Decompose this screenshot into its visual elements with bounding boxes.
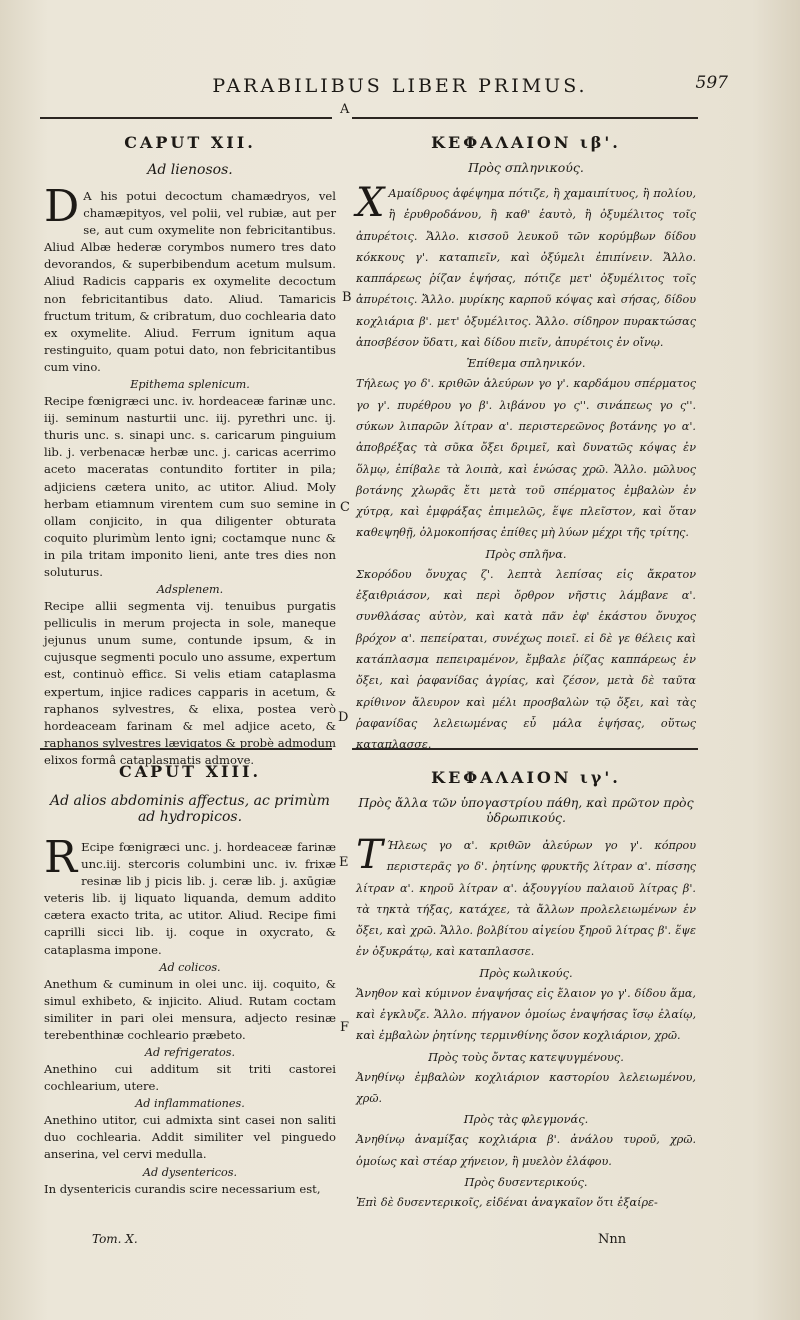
- section-heading: Πρὸς σπλῆνα.: [485, 546, 567, 561]
- section-heading: Ἐπίθεμα σπληνικόν.: [466, 356, 586, 371]
- paragraph: Ἀνηθίνῳ ἐμβαλὼν κοχλιάριον καστορίου λελειωμένου, χρῶ.: [356, 1070, 696, 1105]
- paragraph: Σκορόδου ὄνυχας ζ'. λεπτὰ λεπίσας εἰς ἄκρατον ἐξαιθριάσον, καὶ περὶ ὄρθρον νῆστις λάμβανε α'. συνθλάσας αὐτὸν, καὶ κατὰ πᾶν ἐφ' ἑκάστου ὄνυχος βρόχον α'. πεπείραται, συνέχως ποιεῖ. εἰ δὲ γε θέλεις καὶ κατάπλασμα πεπειραμένον, ἔμβαλε ῥίζας καππάρεως ἐν ὄξει, καὶ ῥαφανίδας ἀγρίας, καὶ ζέσον, μετὰ δὲ ταῦτα κρίθινον ἄλευρον καὶ μέλι προσβαλὼν τῷ ὄξει, καὶ τὰς ῥαφανίδας λελειωμένας εὖ μάλα ἑψήσας, οὕτως καταπλασσε.: [356, 567, 696, 752]
- kefalaion-13-column: [356, 768, 696, 1213]
- paragraph: Χ Αμαίδρυος ἀφέψημα πότιζε, ἢ χαμαιπίτυος, ἢ πολίου, ἢ ἐρυθροδάνου, ἢ καθ' ἑαυτὸ, ἢ ὀξυμέλιτος τοῖς ἀπυρέτοις. Ἄλλο. κισσοῦ λευκοῦ τῶν κορύμβων δίδου κόκκους γ'. καταπιεῖν, καὶ ὀξύμελι ἐπιπίνειν. Ἄλλο. καππάρεως ῥίζαν ἑψήσας, πότιζε μετ' ὀξυμέλιτος τοῖς ἀπυρέτοις. Ἄλλο. μυρίκης καρποῦ κόψας καὶ σήσας, δίδου κοχλιάρια β'. μετ' ὀξυμέλιτος. Ἄλλο. σίδηρον πυρακτώσας ἀποσβέσον ὕδατι, καὶ δίδου πιεῖν, ἀπυρέτοις ἐν οἴνῳ.: [356, 180, 696, 350]
- chapter-subtitle: Ad alios abdominis affectus, ac primùm ad hydropicos.: [50, 793, 330, 825]
- chapter-subtitle: Πρὸς ἄλλα τῶν ὑπογαστρίου πάθη, καὶ πρῶτον πρὸς ὑδρωπικούς.: [358, 795, 694, 825]
- chapter-rule-left: [40, 748, 332, 750]
- chapter-rule-right: [352, 748, 698, 750]
- chapter-subtitle: Πρὸς σπληνικούς.: [468, 160, 584, 175]
- chapter-title: CAPUT XIII.: [118, 762, 262, 781]
- section-heading: Πρὸς κωλικούς.: [479, 965, 573, 980]
- section-heading: Ad colicos.: [159, 960, 221, 974]
- paragraph: Anethum & cuminum in olei unc. iij. coquito, & simul exhibeto, & injicito. Aliud. Rutam coctam similiter in pari olei mensura, adjecto resinæ terebenthinæ cochleario præbeto.: [44, 976, 336, 1042]
- section-heading: Ad dysentericos.: [142, 1165, 238, 1179]
- kefalaion-12-column: [356, 133, 696, 755]
- drop-cap: R: [44, 832, 78, 883]
- chapter-title: CAPUT XII.: [124, 133, 256, 152]
- paragraph: Ἄνηθον καὶ κύμινον ἐναψήσας εἰς ἔλαιον γο γ'. δίδου ἅμα, καὶ ἐγκλυζε. Ἄλλο. πήγανον ὁμοίως ἐναψήσας ἴσῳ ἐλαίῳ, καὶ ἐμβαλὼν ῥητίνης τερμινθίνης ὅσον κοχλιάριον, χρῶ.: [356, 986, 696, 1043]
- caput-xiii-column: [44, 762, 336, 1198]
- drop-cap: Τ: [356, 832, 383, 878]
- margin-mark-a: A: [340, 102, 350, 117]
- header-rule-left: [40, 117, 332, 119]
- section-heading: Πρὸς δυσεντερικούς.: [464, 1174, 588, 1189]
- section-heading: Adsplenem.: [156, 583, 224, 597]
- paragraph: Τήλεως γο δ'. κριθῶν ἀλεύρων γο γ'. καρδάμου σπέρματος γο γ'. πυρέθρου γο β'. λιβάνου γο ς''. σινάπεως γο ς''. σύκων λιπαρῶν λίτραν α'. περιστερεῶνος βοτάνης γο α'. ἀποβρέξας τὰ σῦκα ὄξει δριμεῖ, καὶ δυνατῶς κόψας ἐν ὅλμῳ, ἐπίβαλε τὰ λοιπὰ, καὶ ἑνώσας χρῶ. Ἄλλο. μῶλυος βοτάνης χλωρᾶς ἔτι μετὰ τοῦ σπέρματος ἐμβαλὼν ἐν χύτρᾳ, καὶ ἐμφράξας ἐπιμελῶς, ἕψε πλεῖστον, καὶ ὅταν καθεψηθῇ, ὀλμοκοπήσας ἐπίθες μὴ λύων μέχρι τῆς τρίτης.: [356, 377, 696, 540]
- paragraph: Ἀνηθίνῳ ἀναμίξας κοχλιάρια β'. ἀνάλου τυροῦ, χρῶ. ὁμοίως καὶ στέαρ χήνειον, ἢ μυελὸν ἐλάφου.: [356, 1133, 696, 1168]
- paragraph: Τ Ήλεως γο α'. κριθῶν ἀλεύρων γο γ'. κόπρου περιστερᾶς γο δ'. ῥητίνης φρυκτῆς λίτραν α'. πίσσης λίτραν α'. κηροῦ λίτραν α'. ἀξουγγίου παλαιοῦ λίτρας β'. τὰ τηκτὰ τήξας, κατάχεε, τὰ ἄλλων προλελειωμένων ἐν ὄξει, καὶ χρῶ. Ἄλλο. βολβίτου αἰγείου ξηροῦ λίτρας β'. ἕψε ἐν ὀξυκράτῳ, καὶ καταπλασσε.: [356, 832, 696, 959]
- paragraph: D A his potui decoctum chamædryos, vel chamæpityos, vel polii, vel rubiæ, aut per se, aut cum oxymelite non febricitantibus. Aliud Albæ hederæ corymbos numero tres dato devorandos, & superbibendum acetum mulsum. Aliud Radicis capparis ex oxymelite decoctum non febricitantibus dato. Aliud. Tamaricis fructum tritum, & cribratum, duo cochlearia dato ex oxymelite. Aliud. Ferrum ignitum aqua restinguito, quam potui dato, non febricitantibus cum vino.: [44, 181, 336, 374]
- paragraph: Recipe allii segmenta vij. tenuibus purgatis pelliculis in merum projecta in sole, maneque jejunus unum sume, contunde ipsum, & in cujusque segmenti poculo uno assume, expertum est, continuò efficε. Si velis etiam cataplasma expertum, injice radices capparis in acetum, & raphanos sylvestres, & elixa, postea verò hordeaceam farinam & mel adjice aceto, & raphanos sylvestres lævigatos & probè admodum elixos formâ cataplasmatis admove.: [44, 599, 336, 767]
- paragraph: Ἐπὶ δὲ δυσεντερικοῖς, εἰδέναι ἀναγκαῖον ὅτι ἐξαίρε-: [356, 1195, 658, 1209]
- margin-mark-c: C: [340, 500, 350, 515]
- margin-mark-e: E: [339, 855, 349, 870]
- section-heading: Epithema splenicum.: [130, 378, 250, 392]
- chapter-title: ΚΕΦΑΛΑΙΟΝ ιβ'.: [431, 133, 621, 152]
- signature-mark: Nnn: [598, 1232, 627, 1247]
- header-rule-right: [352, 117, 698, 119]
- paragraph: Recipe fœnigræci unc. iv. hordeaceæ farinæ unc. iij. seminum nasturtii unc. iij. pyrethri unc. ij. thuris unc. s. sinapi unc. s. caricarum pinguium lib. j. verbenacæ herbæ unc. j. caricas acerrimo aceto maceratas contundito fortiter in pila; adjiciens cætera unito, ac utitor. Aliud. Moly herbam etiamnum virentem cum suo semine in ollam conjicito, in qua diligenter obturata coquito plurimùm lento igni; coctamque nunc & in pila tritam imponito lieni, ante tres dies non soluturus.: [44, 394, 336, 579]
- margin-mark-f: F: [340, 1020, 350, 1035]
- paragraph: R Ecipe fœnigræci unc. j. hordeaceæ farinæ unc.iij. stercoris columbini unc. iv. frixæ resinæ lib j picis lib. j. ceræ lib. j. axūgiæ veteris lib. ij liquato liquanda, demum addito cætera exacto trita, ac utitor. Aliud. Recipe fimi caprilli sicci lib. ij. coque in oxycrato, & cataplasma impone.: [44, 832, 336, 957]
- paragraph: Anethino utitor, cui admixta sint casei non saliti duo cochlearia. Addit similiter vel pinguedo anserina, vel cervi medulla.: [44, 1113, 336, 1162]
- volume-mark: Tom. X.: [92, 1232, 138, 1246]
- drop-cap: Χ: [356, 180, 385, 226]
- paragraph: Anethino cui additum sit triti castorei cochlearium, utere.: [44, 1062, 336, 1094]
- chapter-title: ΚΕΦΑΛΑΙΟΝ ιγ'.: [431, 768, 621, 787]
- running-title: PARABILIBUS LIBER PRIMUS.: [212, 75, 588, 97]
- page-number: 597: [695, 73, 728, 93]
- drop-cap: D: [44, 181, 80, 232]
- paragraph: In dysentericis curandis scire necessarium est,: [44, 1181, 321, 1196]
- section-heading: Ad refrigeratos.: [144, 1046, 236, 1060]
- section-heading: Πρὸς τοὺς ὄντας κατεψυγμένους.: [428, 1049, 624, 1064]
- margin-mark-d: D: [338, 710, 349, 725]
- caput-xii-column: [44, 133, 336, 769]
- margin-mark-b: B: [342, 290, 352, 305]
- section-heading: Ad inflammationes.: [135, 1097, 245, 1111]
- chapter-subtitle: Ad lienosos.: [147, 162, 233, 178]
- section-heading: Πρὸς τὰς φλεγμονάς.: [463, 1112, 589, 1127]
